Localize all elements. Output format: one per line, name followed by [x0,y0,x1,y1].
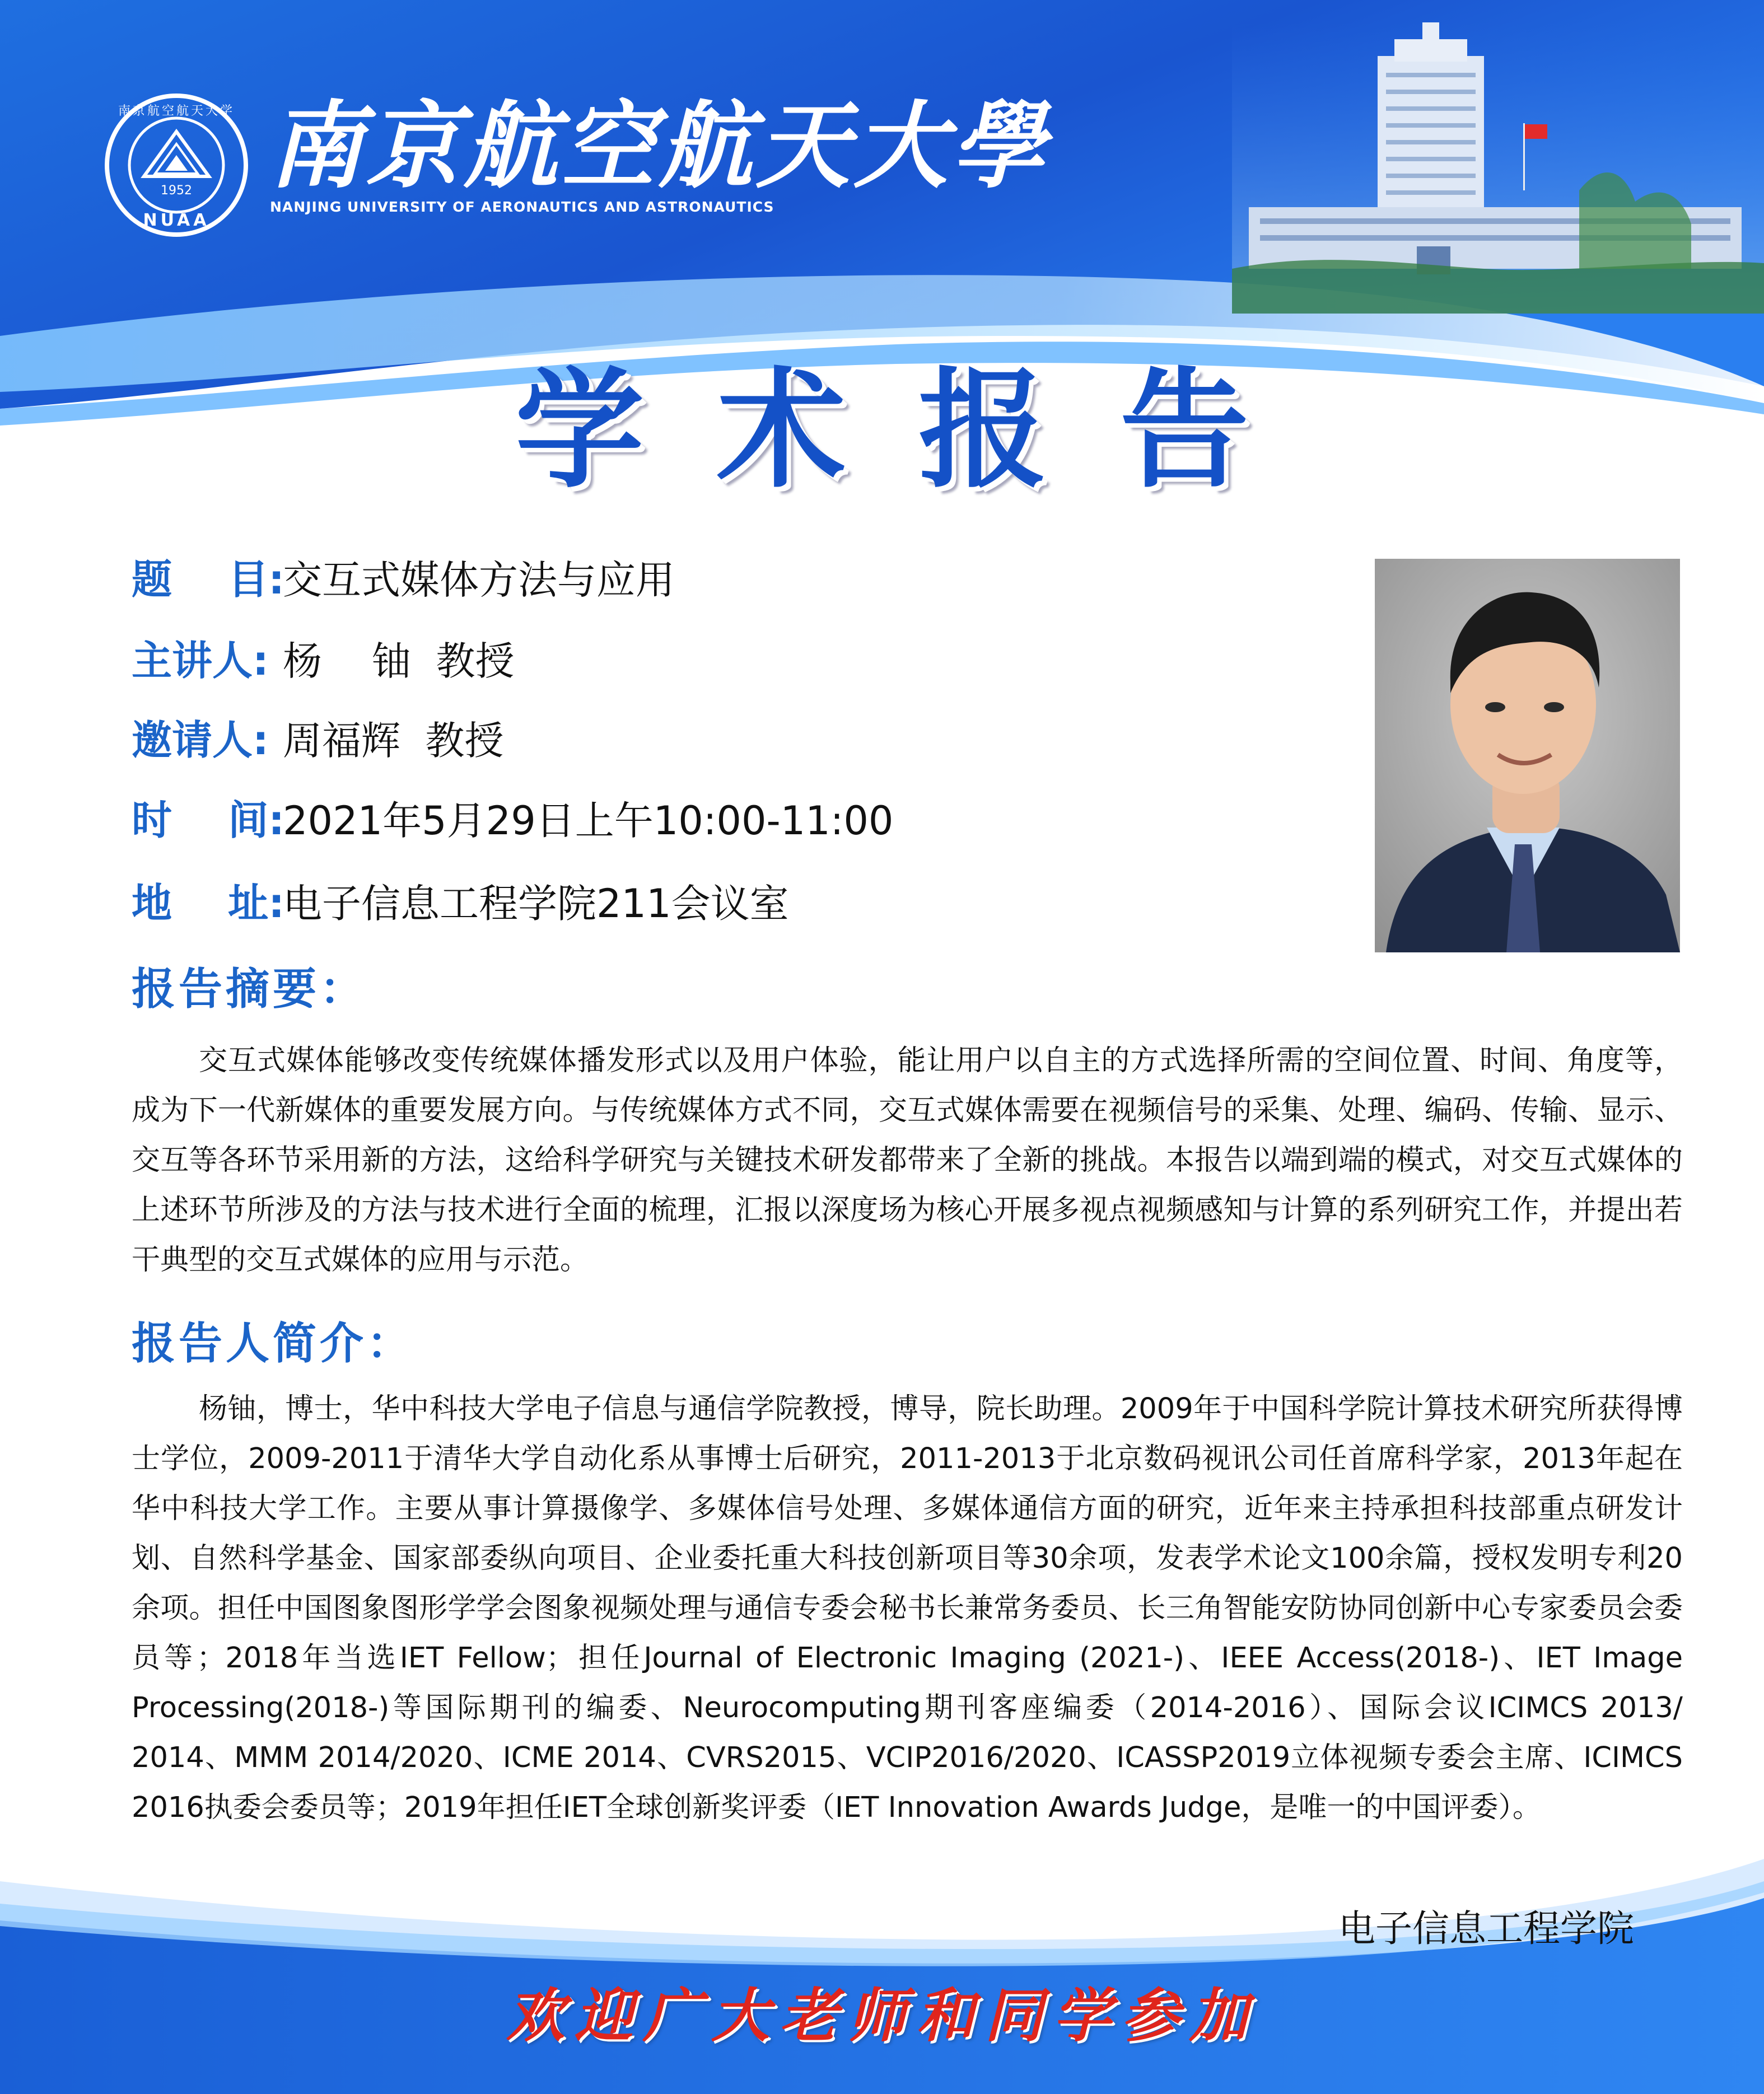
time-value: 2021年5月29日上午10:00-11:00 [283,798,894,844]
info-row-host [132,712,504,768]
location-label: 地 址: [132,880,285,927]
speaker-value: 杨 铀 教授 [283,638,515,684]
info-row-topic [132,551,675,607]
abstract-text: 交互式媒体能够改变传统媒体播发形式以及用户体验，能让用户以自主的方式选择所需的空间位置、时间、角度等，成为下一代新媒体的重要发展方向。与传统媒体方式不同，交互式媒体需要在视频信号的采集、处理、编码、传输、显示、交互等各环节采用新的方法，这给科学研究与关键技术研发都带来了全新的挑战。本报告以端到端的模式，对交互式媒体的上述环节所涉及的方法与技术进行全面的梳理，汇报以深度场为核心开展多视点视频感知与计算的系列研究工作，并提出若干典型的交互式媒体的应用与示范。 [132,1044,1683,1277]
topic-value: 交互式媒体方法与应用 [283,557,675,603]
info-row-speaker [132,633,515,689]
time-label: 时 间: [132,797,285,844]
speaker-label: 主讲人: [132,637,269,684]
speaker-photo [1375,559,1680,952]
footer-banner [0,1836,1764,2094]
page-title: 学术报告 [515,356,1322,506]
campus-building-image [1232,22,1764,314]
host-label: 邀请人: [132,717,269,764]
topic-label: 题 目: [132,556,285,603]
seal-year: 1952 [161,184,192,198]
university-name-english: NANJING UNIVERSITY OF AERONAUTICS AND ASTRONAUTICS [270,199,774,215]
university-name-chinese: 南京航空航天大學 [269,90,1048,201]
seal-text: 南京航空航天大学 [118,104,235,118]
info-row-location [132,875,789,931]
location-value: 电子信息工程学院211会议室 [283,881,789,927]
welcome-message: 欢迎广大老师和同学参加 [506,1981,1258,2050]
info-row-time [132,792,893,848]
university-seal-logo [104,92,249,238]
organizer-college: 电子信息工程学院 [1338,1907,1634,1950]
bio-text: 杨铀，博士，华中科技大学电子信息与通信学院教授，博导，院长助理。2009年于中国科学院计算技术研究所获得博士学位，2009-2011于清华大学自动化系从事博士后研究，2011-2013于北京数码视讯公司任首席科学家，2013年起在华中科技大学工作。主要从事计算摄像学、多媒体信号处理、多媒体通信方面的研究，近年来主持承担科技部重点研发计划、自然科学基金、国家部委纵向项目、企业委托重大科技创新项目等30余项，发表学术论文100余篇，授权发明专利20余项。担任中国图象图形学学会图象视频处理与通信专委会秘书长兼常务委员、长三角智能安防协同创新中心专家委员会委员等；2018年当选IET Fellow；担任Journal of Electronic Imaging (2021-)、IEEE Access(2018-)、IET Image Processing(2018-)等国际期刊的编委、Neurocomputing期刊客座编委（2014-2016）、国际会议ICIMCS 2013/ 2014、MMM 2014/2020、ICME 2014、CVRS2015、VCIP2016/2020、ICASSP2019立体视频专委会主席、ICIMCS 2016执委会委员等；2019年担任IET全球创新奖评委（IET Innovation Awards Judge，是唯一的中国评委）。 [132,1392,1683,1824]
seal-abbr: NUAA [143,211,210,230]
host-value: 周福辉 教授 [283,718,504,764]
abstract-heading: 报告摘要： [132,964,367,1015]
bio-heading: 报告人简介： [132,1319,414,1369]
